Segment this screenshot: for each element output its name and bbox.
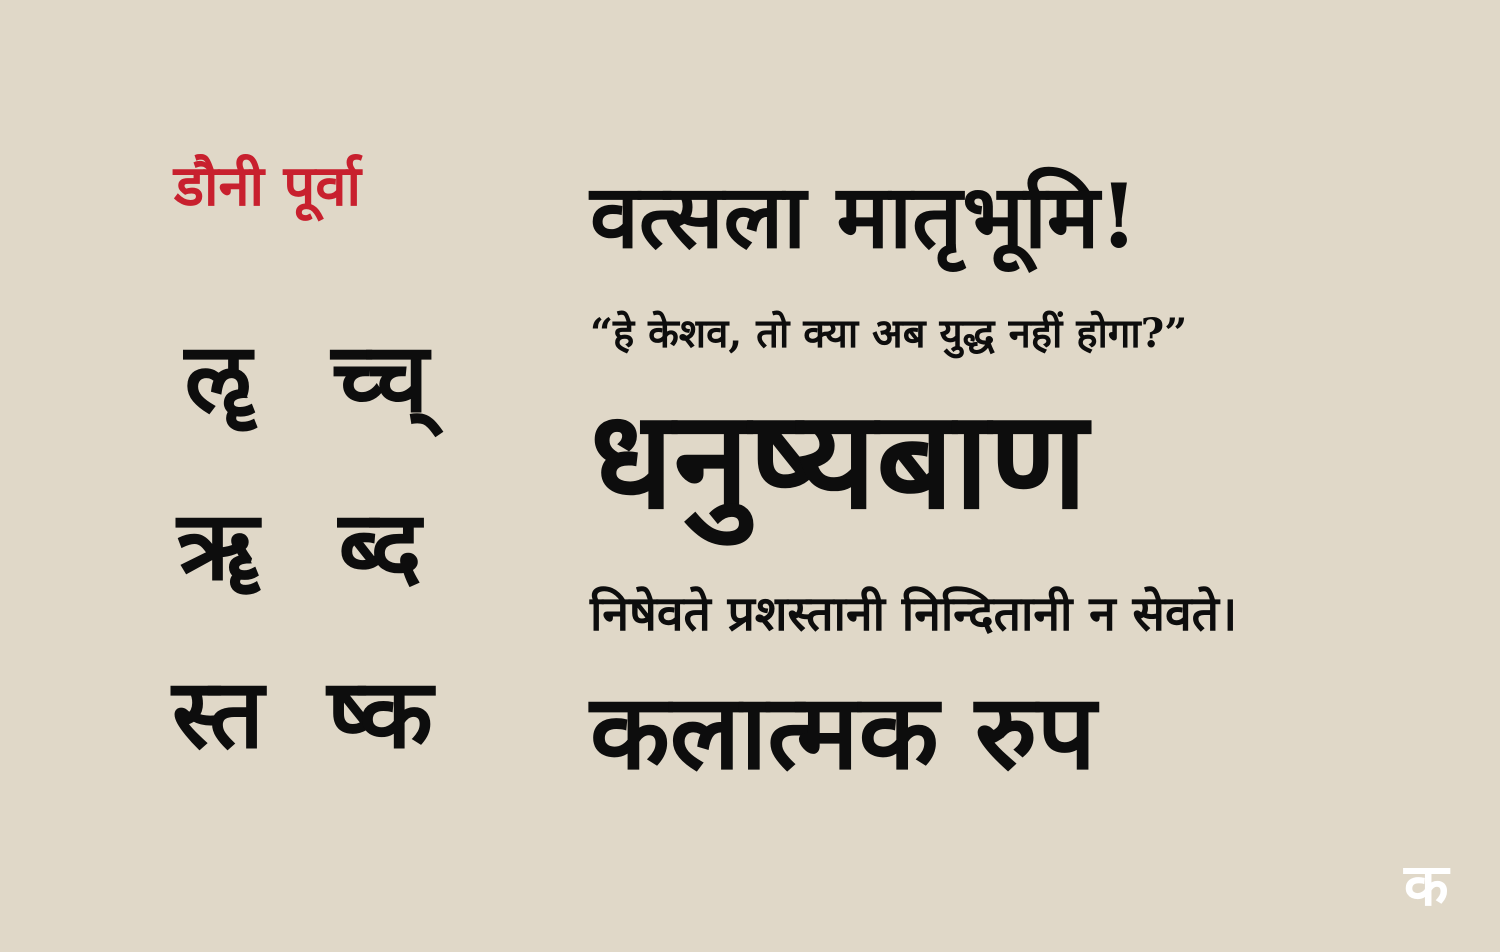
sample-text-line: “हे केशव, तो क्या अब युद्ध नहीं होगा?” <box>590 310 1188 357</box>
sample-text-line: निषेवते प्रशस्तानी निन्दितानी न सेवते। <box>590 586 1238 642</box>
glyph-sample: ब्द <box>338 489 422 602</box>
glyph-sample: ॠ <box>177 489 259 602</box>
sample-text-line: कलात्मक रुप <box>590 670 1097 793</box>
brand-logo: क <box>1404 851 1449 919</box>
glyph-sample: स्त <box>171 657 265 770</box>
font-title: डौनी पूर्वा <box>174 153 361 219</box>
glyph-sample: ॡ <box>184 321 252 434</box>
glyph-sample: ष्क <box>327 657 433 770</box>
sample-text-line: धनुष्यबाण <box>590 380 1088 540</box>
sample-text-line: वत्सला मातृभूमि! <box>590 164 1139 268</box>
glyph-sample: च्च् <box>331 321 429 434</box>
